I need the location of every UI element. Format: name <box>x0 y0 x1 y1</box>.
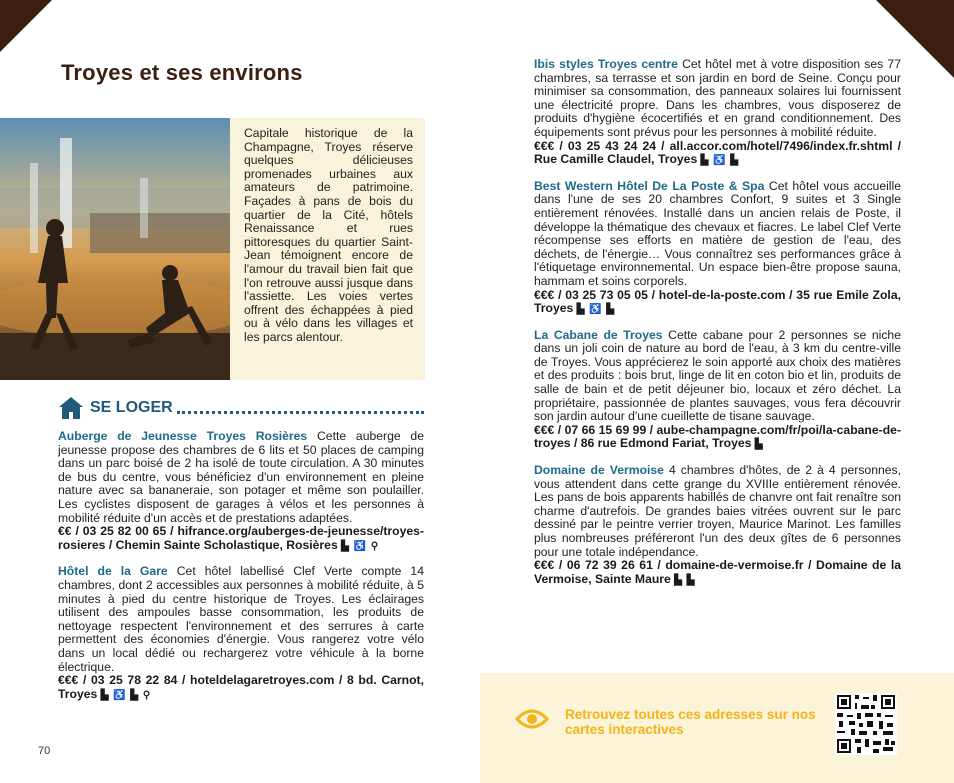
entry-description: Cette auberge de jeunesse propose des chambres de 6 lits et 50 places de camping dans un parc boisé de 2 ha isolé de toute circulation. A 30 minutes de bus du centre, vous bénéficiez d'un environnement en pleine nature avec sa bananeraie, son potager et même son poulailler. Les cyclistes disposent de garages à vélos et les personnes à mobilité réduite d'un accès et de prestations adaptées. <box>58 429 424 525</box>
entry-info: €€ / 03 25 82 00 65 / hifrance.org/auberges-de-jeunesse/troyes-rosieres / Chemin Sainte Scholastique, Rosières <box>58 524 424 552</box>
amenity-icons: ▙ ♿ ▙ <box>700 155 740 167</box>
entry-name: Best Western Hôtel De La Poste & Spa <box>534 178 765 193</box>
entry-info: €€€ / 03 25 78 22 84 / hoteldelagaretroyes.com / 8 bd. Carnot, Troyes <box>58 673 424 701</box>
entry-description: Cet hôtel met à votre disposition ses 77 chambres, sa terrasse et son jardin en bord de Seine. Conçu pour minimiser sa consommation, des panneaux solaires lui fournissent une électricité propre. Dans les chambres, vous disposerez de produits d'hygiène écocertifiés et en grand conditionnement. Des équipements sont prévus pour les personnes à mobilité réduite. <box>534 57 901 139</box>
entry-name: La Cabane de Troyes <box>534 327 663 342</box>
list-item <box>534 329 901 452</box>
page-number: 70 <box>38 745 51 757</box>
section-divider <box>177 411 424 414</box>
entry-description: 4 chambres d'hôtes, de 2 à 4 personnes, vous attendent dans cette grange du XVIIIe entièrement rénovée. Les pans de bois apparents habillés de chanvre ont fait renaître son charme d'autrefois. De grandes baies vitrées ouvrent sur le parc dessiné par le peintre verrier troyen, Maurice Marinot. Les familles plus nombreuses préféreront l'un des deux gîtes de 6 personnes pour une totale indépendance. <box>534 463 902 559</box>
entry-name: Auberge de Jeunesse Troyes Rosières <box>58 429 308 443</box>
list-item <box>534 464 901 587</box>
intro-text: Capitale historique de la Champagne, Troyes réserve quelques délicieuses promenades urbaines aux amateurs de patrimoine. Façades à pans de bois du quartier de la Cité, hôtels Renaissance et rues pittoresques du quartier Saint-Jean témoignent encore de l'amour du travail bien fait que l'on retrouve aussi jusque dans l'assiette. Les voies vertes offrent des échappées à pied ou à vélo dans les villages et les parcs alentour. <box>244 126 413 344</box>
section-header <box>58 391 424 425</box>
entry-info: €€€ / 03 25 43 24 24 / all.accor.com/hotel/7496/index.fr.shtml / Rue Camille Claudel, Troyes <box>534 138 901 167</box>
entry-name: Hôtel de la Gare <box>58 564 168 579</box>
list-item <box>534 180 901 317</box>
troyes-photo <box>0 118 230 380</box>
entry-description: Cet hôtel vous accueille dans l'une de ses 20 chambres Confort, 9 suites et 3 Single entièrement rénovées. Installé dans un ancien relais de Poste, il développe la thématique des chevaux et fiacres. Le label Clef Verte récompense ses efforts en matière de gestion de l'eau, des déchets, de l'énergie… Vous connaîtrez ses performances grâce à l'étiquetage environnemental. Un espace bien-être propose sauna, hammam et soins corporels. <box>534 178 901 288</box>
amenity-icons: ▙ ♿ ▙ <box>576 304 616 316</box>
house-icon <box>58 395 84 421</box>
entry-name: Ibis styles Troyes centre <box>534 57 678 71</box>
list-item <box>534 58 901 168</box>
left-column <box>58 430 424 714</box>
entry-info: €€€ / 03 25 73 05 05 / hotel-de-la-poste.com / 35 rue Emile Zola, Troyes <box>534 287 901 316</box>
entry-name: Domaine de Vermoise <box>534 463 664 478</box>
page-title: Troyes et ses environs <box>61 60 303 85</box>
promo-text: Retrouvez toutes ces adresses sur nos cartes interactives <box>565 707 816 737</box>
list-item <box>58 565 424 702</box>
entry-description: Cet hôtel labellisé Clef Verte compte 14 chambres, dont 2 accessibles aux personnes à mobilité réduite, à 5 minutes à pied du centre historique de Troyes. Les éclairages utilisent des ampoules basse consommation, les produits de nettoyage respectent l'environnement et des serrures à carte permettent des économies d'énergie. Vous rangerez votre vélo dans un local dédié ou rechargerez votre véhicule à la borne électrique. <box>58 564 424 674</box>
entry-description: Cette cabane pour 2 personnes se niche dans un joli coin de nature au bord de l'eau, à 3 km du centre-ville de Troyes. Vous apprécierez le soin apporté aux choix des matières et des produits : bois brut, linge de lit en coton bio et lin, produits de salle de bain et de petit déjeuner bio, locaux et zéro déchet. La propriétaire, passionnée de plantes sauvages, vous fera découvrir son jardin autour d'une cueillette de tisane sauvage. <box>534 327 901 424</box>
amenity-icons: ▙ ▙ <box>674 574 696 586</box>
amenity-icons: ▙ <box>754 439 764 451</box>
eye-icon <box>515 707 549 731</box>
interactive-map-promo[interactable] <box>480 673 954 783</box>
intro-box <box>230 118 425 380</box>
corner-decoration-left <box>0 0 52 52</box>
list-item <box>58 430 424 553</box>
amenity-icons: ▙ ♿ ▙ ⚲ <box>100 689 152 701</box>
qr-code[interactable] <box>835 693 897 755</box>
entry-info: €€€ / 06 72 39 26 61 / domaine-de-vermoise.fr / Domaine de la Vermoise, Sainte Maure <box>534 558 901 586</box>
section-label: SE LOGER <box>90 399 173 416</box>
amenity-icons: ▙ ♿ ⚲ <box>341 540 380 552</box>
right-column <box>534 58 901 599</box>
entry-info: €€€ / 07 66 15 69 99 / aube-champagne.com/fr/poi/la-cabane-de-troyes / 86 rue Edmond Fariat, Troyes <box>534 422 901 451</box>
